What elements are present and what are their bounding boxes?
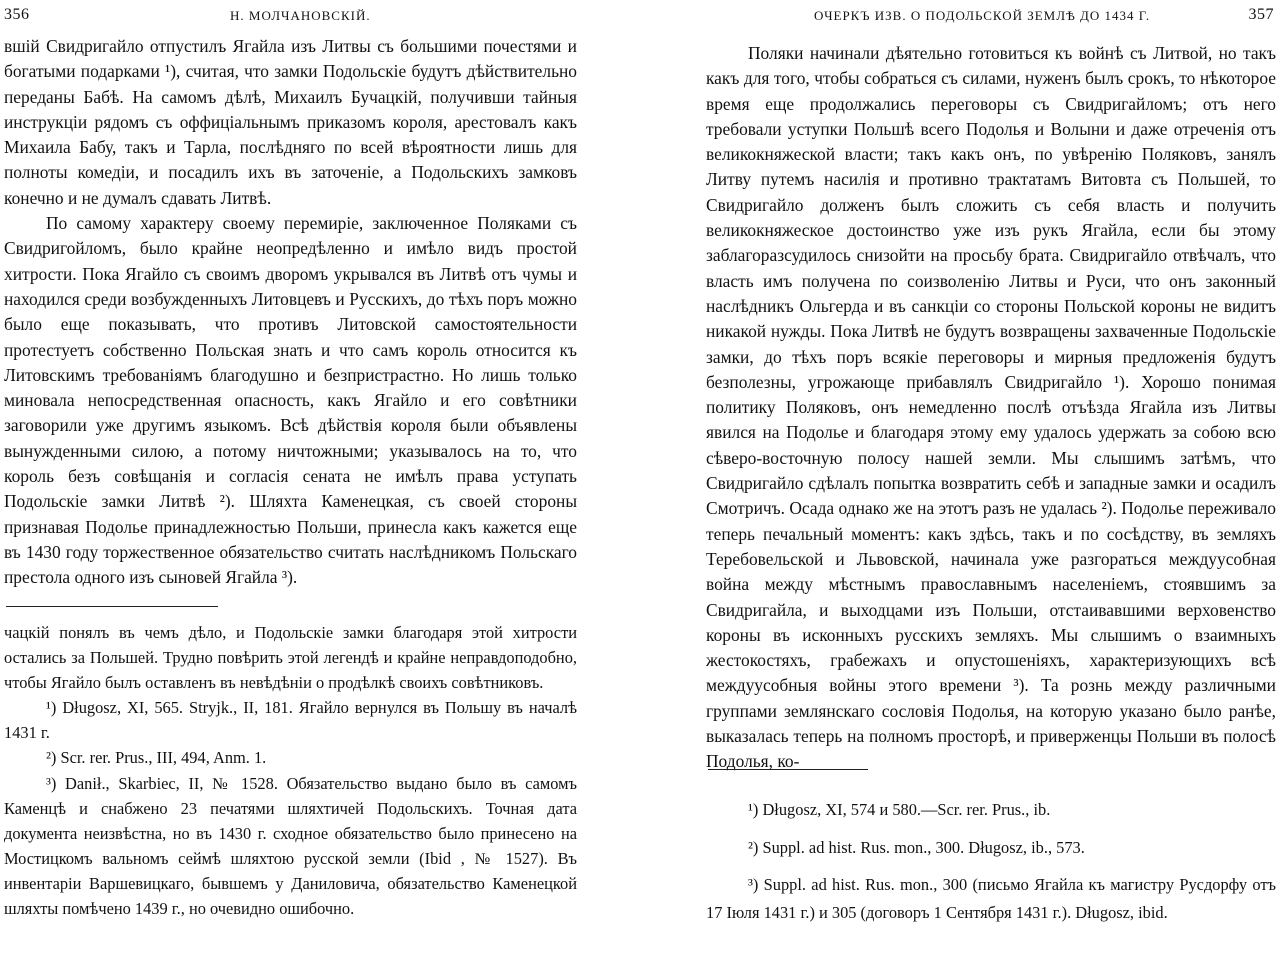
right-footnote-1: ¹) Długosz, XI, 574 и 580.—Scr. rer. Prus., ib. [748, 800, 1051, 819]
left-footnote-continuation: чацкій понялъ въ чемъ дѣло, и Подольскіе замки благодаря этой хитрости остались за Польшей. Трудно повѣрить этой легендѣ и крайне неправдоподобно, чтобы Ягайло былъ оставленъ въ невѣдѣніи о продѣлкѣ своихъ совѣтниковъ. [4, 623, 577, 693]
right-page [706, 0, 1276, 967]
right-footnotes [706, 796, 1276, 926]
right-footnote-3: ³) Suppl. ad hist. Rus. mon., 300 (письмо Ягайла къ магистру Русдорфу отъ 17 Іюля 1431 г.) и 305 (договоръ 1 Сентября 1431 г.). Długosz, ibid. [706, 875, 1276, 922]
left-paragraph-1: вшій Свидригайло отпустилъ Ягайла изъ Литвы съ большими почестями и богатыми подарками ¹), считая, что замки Подольскіе будутъ дѣйствительно переданы Бабѣ. На самомъ дѣлѣ, Михаилъ Бучацкій, получивши тайныя инструкціи рядомъ съ оффиціальнымъ приказомъ короля, арестовалъ какъ Михаила Бабу, такъ и Тарла, послѣдняго по всей вѣроятности лишь для полноты комедіи, и посадилъ ихъ въ заточеніе, а Подольскихъ замковъ конечно и не думалъ сдавать Литвѣ. [4, 36, 577, 208]
right-body-text [706, 41, 1276, 775]
left-footnote-rule [6, 606, 218, 607]
right-page-number: 357 [1248, 6, 1274, 23]
right-footnote-rule [708, 769, 868, 770]
right-paragraph-1: Поляки начинали дѣятельно готовиться къ войнѣ съ Литвой, но такъ какъ для того, чтобы собраться съ силами, нуженъ былъ срокъ, то нѣкоторое время еще продолжались переговоры съ Свидригайломъ; отъ него требовали уступки Польшѣ всего Подолья и Волыни и даже отреченія отъ великокняжеской власти; такъ какъ онъ, по увѣренію Поляковъ, занялъ Литву путемъ насилія и противно трактатамъ Витовта съ Польшей, то Свидригайло долженъ былъ сложить съ себя власть и получить великокняжеское достоинство уже изъ рукъ Ягайла, если бы этому заблагоразсудилось снизойти на просьбу брата. Свидригайло отвѣчалъ, что власть имъ получена по соизволенію Литвы и Руси, что онъ законный наслѣдникъ Ольгерда и въ санкціи со стороны Польской короны не видитъ никакой нужды. Пока Литвѣ не будутъ возвращены захваченные Подольскіе замки, до тѣхъ поръ всякіе переговоры и мирныя предложенія будутъ безполезны, угрожающе прибавлялъ Свидригайло ¹). Хорошо понимая политику Поляковъ, онъ немедленно послѣ отъѣзда Ягайла изъ Литвы явился на Подолье и благодаря этому ему удалось удержать за собою всю сѣверо-восточную полосу нашей земли. Мы слышимъ затѣмъ, что Свидригайло сдѣлалъ попытка возвратить себѣ и западные замки и осадилъ Смотричъ. Осада однако же на этотъ разъ не удалась ²). Подолье переживало теперь печальный моментъ: какъ здѣсь, такъ и по сосѣдству, въ земляхъ Теребовельской и Львовской, начинала уже разгораться междуусобная война между мѣстнымъ православнымъ населеніемъ, стоявшимъ за Свидригайла, и выходцами изъ Польши, отстаивавшими верховенство короны въ исконныхъ русскихъ земляхъ. Мы слышимъ о взаимныхъ жестокостяхъ, грабежахъ и опустошеніяхъ, характеризующихъ всѣ междуусобныя войны этого времени ³). Та рознь между различными группами землянскаго сословія Подолья, на которую указано было ранѣе, выказалась теперь на полномъ просторѣ, и приверженцы Польши въ полосѣ Подолья, ко- [706, 43, 1276, 772]
left-footnotes [4, 620, 577, 921]
left-paragraph-2: По самому характеру своему перемиріе, заключенное Поляками съ Свидригойломъ, было крайне неопредѣленно и имѣло видъ простой хитрости. Пока Ягайло съ своимъ дворомъ укрывался въ Литвѣ отъ чумы и находился среди возбужденныхъ Литовцевъ и Русскихъ, до тѣхъ поръ можно было еще показывать, что противъ Литовской самостоятельности протестуетъ собственно Польская знать и что самъ король относится къ Литовскимъ требованіямъ благодушно и безпристрастно. Но лишь только миновала непосредственная опасность, какъ Ягайло и его совѣтники заговорили уже другимъ языкомъ. Всѣ дѣйствія короля были объявлены вынужденными силою, а потому ничтожными; указывалось на то, что король безъ совѣщанія и согласія сената не имѣлъ права уступать Подольскіе замки Литвѣ ²). Шляхта Каменецкая, съ своей стороны признавая Подолье принадлежностью Польши, принесла какъ кажется еще въ 1430 году торжественное обязательство считать наслѣдникомъ Польскаго престола одного изъ сыновей Ягайла ³). [4, 213, 577, 588]
left-running-title: Н. МОЛЧАНОВСКІЙ. [230, 8, 371, 23]
left-body-text [4, 34, 577, 591]
left-page-number: 356 [4, 6, 30, 23]
left-footnote-3: ³) Danił., Skarbiec, II, № 1528. Обязательство выдано было въ самомъ Каменцѣ и снабжено 23 печатями шляхтичей Подольскихъ. Точная дата документа неизвѣстна, но въ 1430 г. сходное обязательство было принесено на Мостицкомъ вальномъ сеймѣ шляхтою русской земли (Ibid , № 1527). Въ инвентаріи Варшевицкаго, бывшемъ у Даниловича, обязательство Каменецкой шляхты помѣчено 1439 г., но очевидно ошибочно. [4, 773, 577, 919]
left-running-head [4, 6, 577, 28]
right-footnote-2: ²) Suppl. ad hist. Rus. mon., 300. Długosz, ib., 573. [748, 837, 1085, 857]
right-running-title: ОЧЕРКЪ ИЗВ. О ПОДОЛЬСКОЙ ЗЕМЛѢ ДО 1434 Г. [814, 8, 1151, 23]
left-footnote-2: ²) Scr. rer. Prus., III, 494, Anm. 1. [46, 748, 267, 768]
left-footnote-1: ¹) Długosz, XI, 565. Stryjk., II, 181. Ягайло вернулся въ Польшу въ началѣ 1431 г. [4, 698, 577, 743]
right-running-head [706, 6, 1276, 28]
left-page [4, 0, 577, 967]
